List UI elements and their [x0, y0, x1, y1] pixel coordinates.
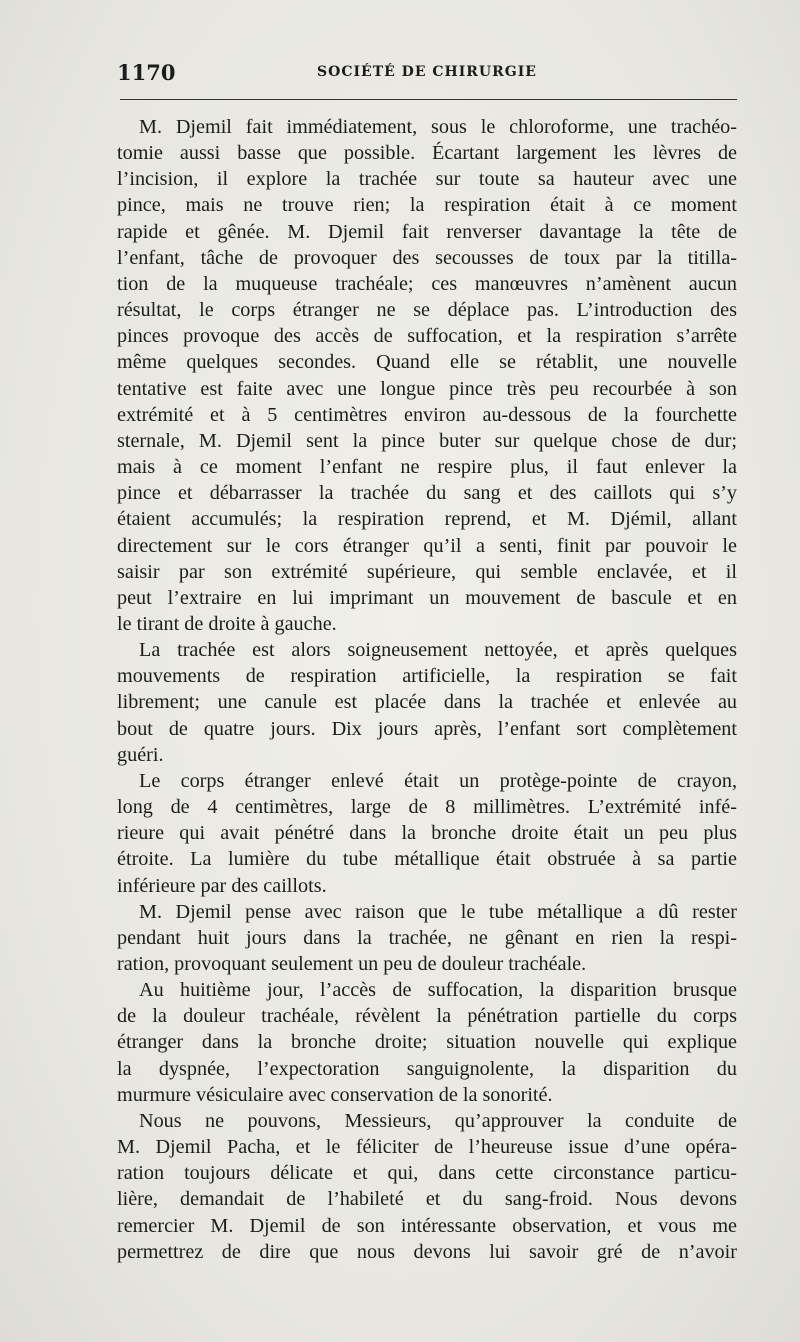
text-line: mouvements de respiration artificielle, la respiration se fait: [117, 665, 737, 688]
text-line: bout de quatre jours. Dix jours après, l’enfant sort complètement: [117, 717, 737, 740]
text-line: inférieure par des caillots.: [117, 874, 327, 897]
text-line: l’incision, il explore la trachée sur toute sa hauteur avec une: [117, 168, 737, 191]
paragraph: [117, 768, 737, 899]
text-line: tentative est faite avec une longue pince très peu recourbée à son: [117, 377, 737, 400]
text-line: M. Djemil pense avec raison que le tube métallique a dû rester: [139, 900, 737, 923]
paragraph: [117, 637, 737, 768]
text-line: résultat, le corps étranger ne se déplace pas. L’introduction des: [117, 299, 737, 322]
running-title: SOCIÉTÉ DE CHIRURGIE: [317, 64, 537, 80]
text-line: murmure vésiculaire avec conservation de la sonorité.: [117, 1083, 553, 1106]
text-line: pinces provoque des accès de suffocation, et la respiration s’arrête: [117, 325, 737, 348]
text-line: remercier M. Djemil de son intéressante observation, et vous me: [117, 1214, 737, 1237]
text-line: tomie aussi basse que possible. Écartant largement les lèvres de: [117, 142, 737, 165]
text-line: rapide et gênée. M. Djemil fait renverser davantage la tête de: [117, 220, 737, 243]
text-line: de la douleur trachéale, révèlent la pénétration partielle du corps: [117, 1005, 737, 1028]
page-number: 1170: [117, 60, 176, 85]
text-line: mais à ce moment l’enfant ne respire plus, il faut enlever la: [117, 456, 737, 479]
text-line: pince, mais ne trouve rien; la respiration était à ce moment: [117, 194, 737, 217]
text-line: guéri.: [117, 743, 164, 766]
paragraph: [117, 114, 737, 637]
text-line: tion de la muqueuse trachéale; ces manœuvres n’amènent aucun: [117, 272, 737, 295]
text-line: peut l’extraire en lui imprimant un mouvement de bascule et en: [117, 586, 737, 609]
page-header: [117, 60, 737, 90]
text-line: saisir par son extrémité supérieure, qui semble enclavée, et il: [117, 560, 737, 583]
text-line: lière, demandait de l’habileté et du sang-froid. Nous devons: [117, 1188, 737, 1211]
text-line: librement; une canule est placée dans la trachée et enlevée au: [117, 691, 737, 714]
text-line: ration toujours délicate et qui, dans cette circonstance particu-: [117, 1162, 737, 1185]
text-line: Au huitième jour, l’accès de suffocation, la disparition brusque: [139, 979, 737, 1002]
text-line: long de 4 centimètres, large de 8 millimètres. L’extrémité infé-: [117, 796, 737, 819]
text-line: le tirant de droite à gauche.: [117, 612, 337, 635]
text-line: l’enfant, tâche de provoquer des secousses de toux par la titilla-: [117, 246, 737, 269]
text-line: Le corps étranger enlevé était un protège-pointe de crayon,: [139, 769, 737, 792]
text-line: La trachée est alors soigneusement nettoyée, et après quelques: [139, 639, 737, 662]
text-line: sternale, M. Djemil sent la pince buter sur quelque chose de dur;: [117, 429, 737, 452]
text-line: la dyspnée, l’expectoration sanguignolente, la disparition du: [117, 1057, 737, 1080]
text-line: M. Djemil Pacha, et le féliciter de l’heureuse issue d’une opéra-: [117, 1136, 737, 1159]
text-line: étaient accumulés; la respiration reprend, et M. Djémil, allant: [117, 508, 737, 531]
text-line: directement sur le cors étranger qu’il a senti, finit par pouvoir le: [117, 534, 737, 557]
text-line: M. Djemil fait immédiatement, sous le chloroforme, une trachéo-: [139, 116, 737, 138]
paragraph: [117, 1108, 737, 1265]
text-line: étranger dans la bronche droite; situation nouvelle qui explique: [117, 1031, 737, 1054]
text-line: même quelques secondes. Quand elle se rétablit, une nouvelle: [117, 351, 737, 374]
text-line: rieure qui avait pénétré dans la bronche droite était un peu plus: [117, 822, 737, 845]
paragraph: [117, 899, 737, 977]
text-line: Nous ne pouvons, Messieurs, qu’approuver la conduite de: [139, 1109, 737, 1132]
text-line: ration, provoquant seulement un peu de douleur trachéale.: [117, 953, 587, 975]
header-rule: [120, 99, 737, 100]
text-line: étroite. La lumière du tube métallique était obstruée à sa partie: [117, 848, 737, 871]
text-line: permettrez de dire que nous devons lui savoir gré de n’avoir: [117, 1240, 737, 1263]
text-line: pince et débarrasser la trachée du sang et des caillots qui s’y: [117, 482, 737, 505]
text-line: pendant huit jours dans la trachée, ne gênant en rien la respi-: [117, 926, 737, 949]
text-line: extrémité et à 5 centimètres environ au-dessous de la fourchette: [117, 403, 737, 426]
body-text: [117, 114, 737, 1265]
paragraph: [117, 977, 737, 1108]
